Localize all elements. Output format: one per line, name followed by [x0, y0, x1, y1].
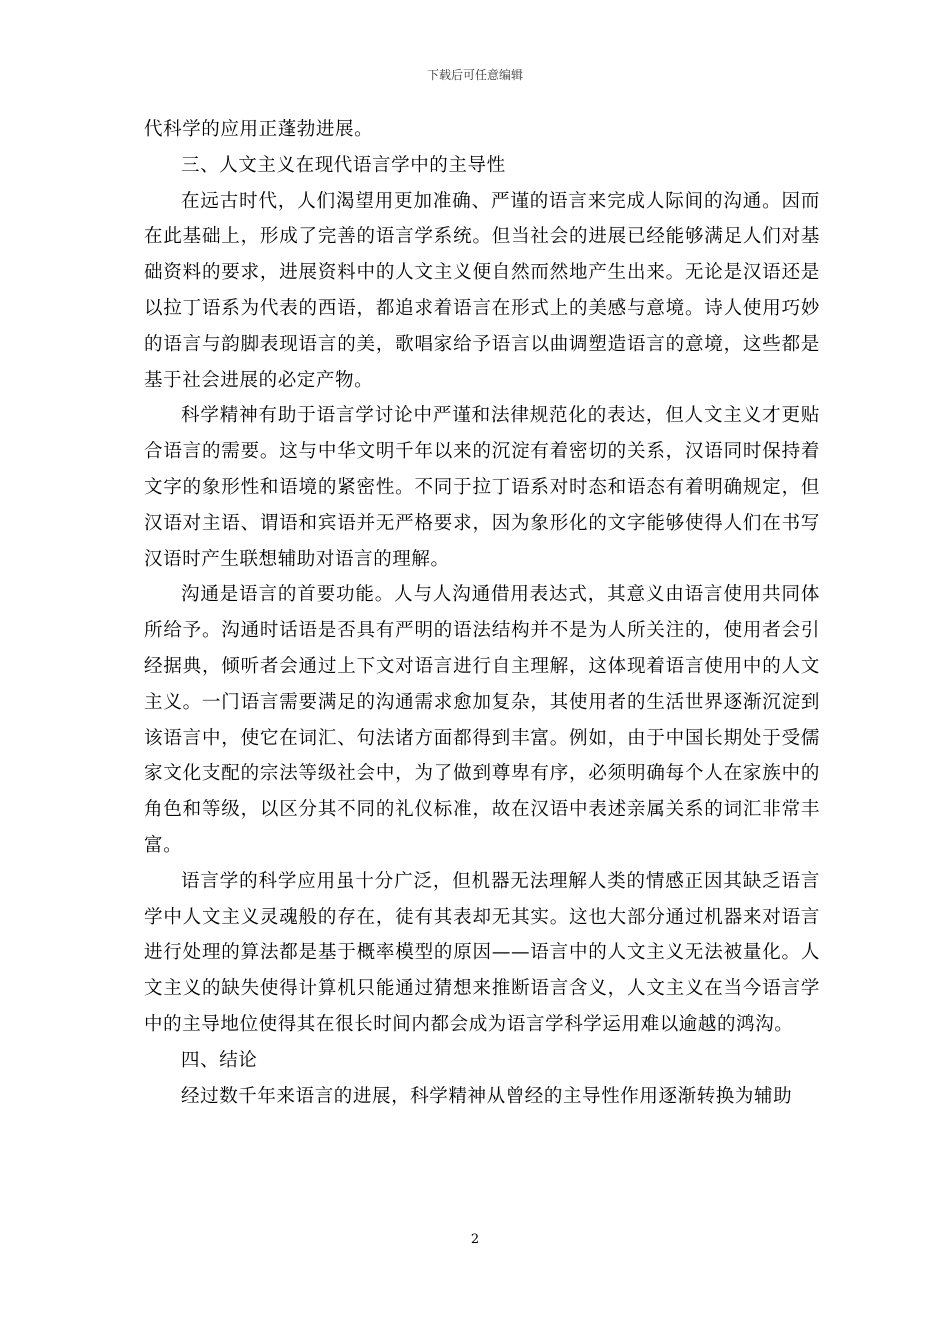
paragraph: 科学精神有助于语言学讨论中严谨和法律规范化的表达，但人文主义才更贴合语言的需要。这与中华文明千年以来的沉淀有着密切的关系，汉语同时保持着文字的象形性和语境的紧密性。不同于拉丁语系对时态和语态有着明确规定，但汉语对主语、谓语和宾语并无严格要求，因为象形化的文字能够使得人们在书写汉语时产生联想辅助对语言的理解。	[144, 405, 820, 570]
document-body	[144, 112, 820, 1114]
paragraph: 在远古时代，人们渴望用更加准确、严谨的语言来完成人际间的沟通。因而在此基础上，形成了完善的语言学系统。但当社会的进展已经能够满足人们对基础资料的要求，进展资料中的人文主义便自然而然地产生出来。无论是汉语还是以拉丁语系为代表的西语，都追求着语言在形式上的美感与意境。诗人使用巧妙的语言与韵脚表现语言的美，歌唱家给予语言以曲调塑造语言的意境，这些都是基于社会进展的必定产物。	[144, 190, 820, 391]
paragraph: 沟通是语言的首要功能。人与人沟通借用表达式，其意义由语言使用共同体所给予。沟通时话语是否具有严明的语法结构并不是为人所关注的，使用者会引经据典，倾听者会通过上下文对语言进行自主理解，这体现着语言使用中的人文主义。一门语言需要满足的沟通需求愈加复杂，其使用者的生活世界逐渐沉淀到该语言中，使它在词汇、句法诸方面都得到丰富。例如，由于中国长期处于受儒家文化支配的宗法等级社会中，为了做到尊卑有序，必须明确每个人在家族中的角色和等级，以区分其不同的礼仪标准，故在汉语中表述亲属关系的词汇非常丰富。	[144, 584, 820, 856]
section-heading-3: 三、人文主义在现代语言学中的主导性	[181, 154, 506, 176]
section-heading-4: 四、结论	[181, 1049, 258, 1071]
paragraph-continuation: 代科学的应用正蓬勃进展。	[144, 119, 374, 140]
paragraph: 语言学的科学应用虽十分广泛，但机器无法理解人类的情感正因其缺乏语言学中人文主义灵魂般的存在，徒有其表却无其实。这也大部分通过机器来对语言进行处理的算法都是基于概率模型的原因——语言中的人文主义无法被量化。人文主义的缺失使得计算机只能通过猜想来推断语言含义，人文主义在当今语言学中的主导地位使得其在很长时间内都会成为语言学科学运用难以逾越的鸿沟。	[144, 870, 820, 1035]
page-number: 2	[470, 1232, 480, 1247]
paragraph: 经过数千年来语言的进展，科学精神从曾经的主导性作用逐渐转换为辅助	[181, 1085, 793, 1107]
page-header: 下载后可任意编辑	[426, 68, 523, 82]
